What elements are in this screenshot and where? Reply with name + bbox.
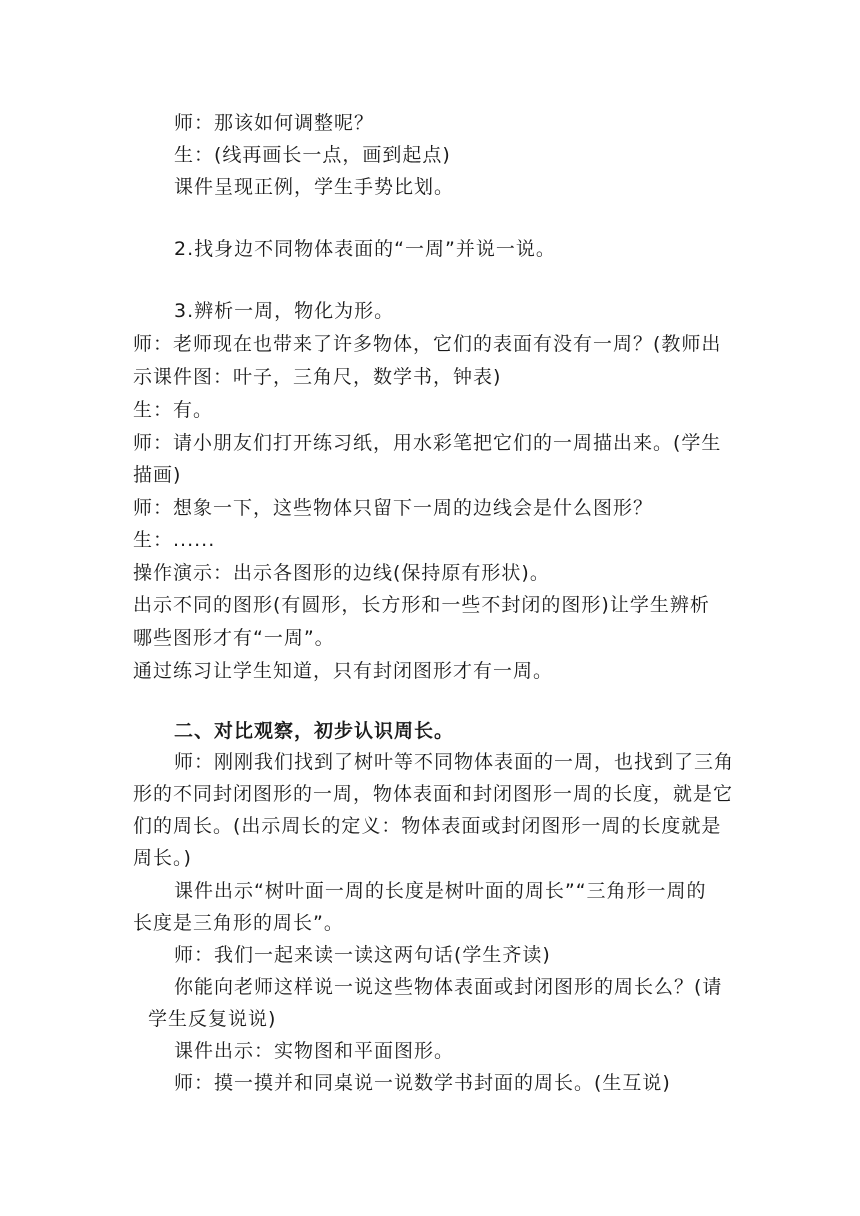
paragraph-line: 师：请小朋友们打开练习纸，用水彩笔把它们的一周描出来。(学生	[133, 432, 722, 454]
paragraph-line: 操作演示：出示各图形的边线(保持原有形状)。	[133, 562, 550, 584]
paragraph-line: 示课件图：叶子，三角尺，数学书，钟表)	[133, 366, 502, 388]
paragraph-line: 师：刚刚我们找到了树叶等不同物体表面的一周，也找到了三角	[174, 751, 735, 773]
paragraph-line: 课件出示：实物图和平面图形。	[174, 1040, 455, 1062]
paragraph-line: 通过练习让学生知道，只有封闭图形才有一周。	[133, 660, 554, 682]
section-heading: 3.辨析一周，物化为形。	[174, 300, 395, 322]
paragraph-line: 长度是三角形的周长”。	[133, 912, 344, 934]
paragraph-line: 师：我们一起来读一读这两句话(学生齐读)	[174, 944, 551, 966]
paragraph-line: 你能向老师这样说一说这些物体表面或封闭图形的周长么？(请	[174, 976, 723, 998]
paragraph-line: 哪些图形才有“一周”。	[133, 627, 335, 649]
section-heading: 二、对比观察，初步认识周长。	[174, 720, 455, 742]
paragraph-line: 师：那该如何调整呢？	[174, 112, 375, 134]
paragraph-line: 形的不同封闭图形的一周，物体表面和封闭图形一周的长度，就是它	[133, 783, 734, 805]
paragraph-line: 生：有。	[133, 399, 214, 421]
paragraph-line: 周长。)	[133, 847, 192, 869]
paragraph-line: 课件出示“树叶面一周的长度是树叶面的周长”“三角形一周的	[174, 880, 707, 902]
paragraph-line: 学生反复说说)	[148, 1008, 277, 1030]
paragraph-line: 课件呈现正例，学生手势比划。	[174, 176, 455, 198]
paragraph-line: 描画)	[133, 464, 182, 486]
paragraph-line: 出示不同的图形(有圆形，长方形和一些不封闭的图形)让学生辨析	[133, 594, 710, 616]
paragraph-line: 师：老师现在也带来了许多物体，它们的表面有没有一周？(教师出	[133, 333, 722, 355]
paragraph-line: 师：想象一下，这些物体只留下一周的边线会是什么图形？	[133, 497, 654, 519]
paragraph-line: 生：......	[133, 529, 216, 551]
paragraph-line: 生：(线再画长一点，画到起点)	[174, 144, 451, 166]
paragraph-line: 们的周长。(出示周长的定义：物体表面或封闭图形一周的长度就是	[133, 815, 722, 837]
section-heading: 2.找身边不同物体表面的“一周”并说一说。	[174, 238, 556, 260]
paragraph-line: 师：摸一摸并和同桌说一说数学书封面的周长。(生互说)	[174, 1072, 671, 1094]
